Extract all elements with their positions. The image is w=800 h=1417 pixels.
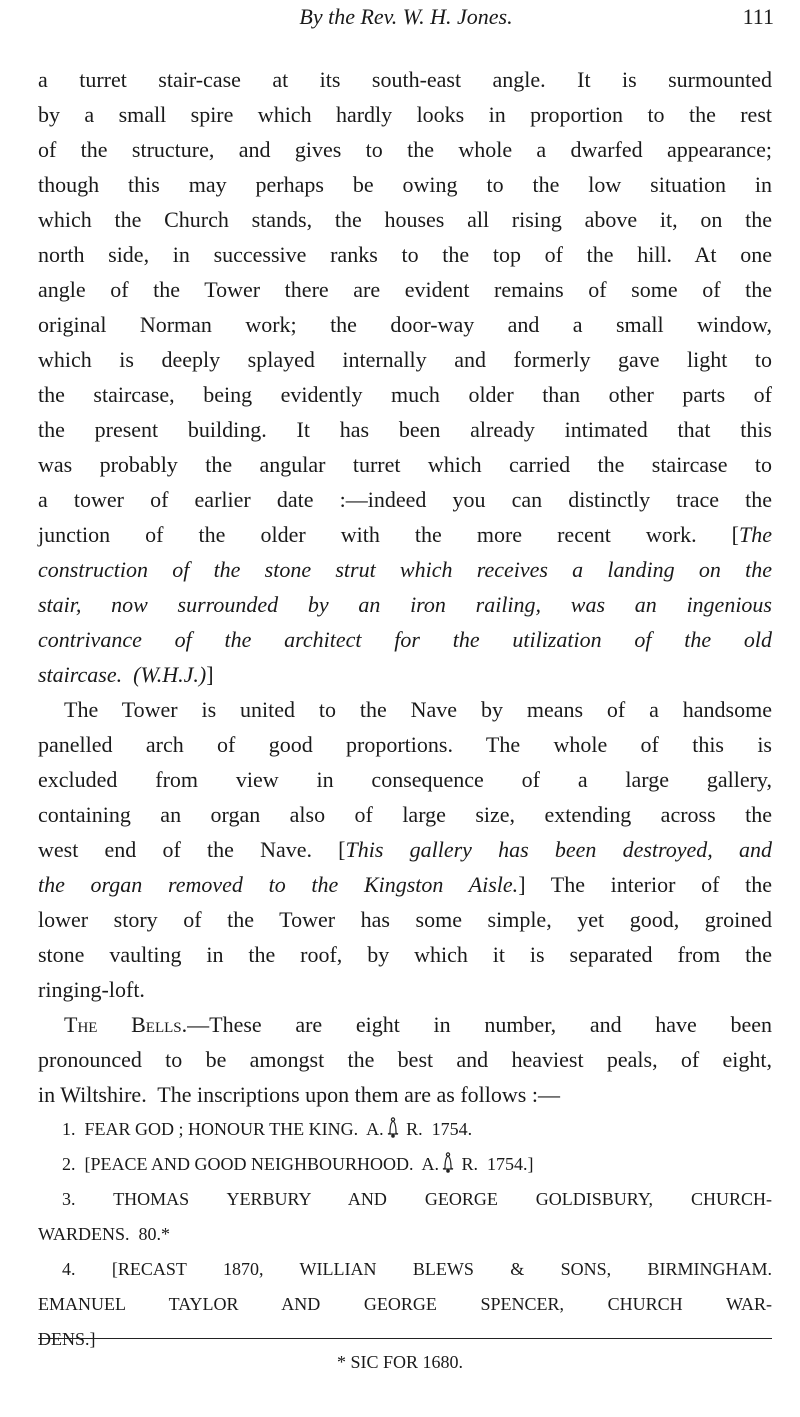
- text-segment: stone vaulting in the roof, by which it is separated from the: [38, 942, 772, 967]
- text-segment: which the Church stands, the houses all rising above it, on the: [38, 207, 772, 232]
- text-line: [38, 657, 772, 692]
- text-line: [38, 552, 772, 587]
- text-segment: —These are eight in number, and have been: [187, 1012, 773, 1037]
- page-number: 111: [742, 4, 774, 29]
- text-segment: angle of the Tower there are evident remains of some of the: [38, 277, 772, 302]
- text-segment: the present building. It has been already intimated that this: [38, 417, 772, 442]
- text-line: [38, 832, 772, 867]
- text-segment: stair, now surrounded by an iron railing, was an ingenious: [38, 592, 772, 617]
- text-line: [38, 902, 772, 937]
- running-title: By the Rev. W. H. Jones.: [299, 4, 513, 29]
- text-segment: panelled arch of good proportions. The whole of this is: [38, 732, 772, 757]
- text-line: [38, 1042, 772, 1077]
- bell-inscriptions-list: [38, 1112, 772, 1357]
- text-segment: of the structure, and gives to the whole a dwarfed appearance;: [38, 137, 772, 162]
- text-line: [38, 727, 772, 762]
- text-segment: was probably the angular turret which carried the staircase to: [38, 452, 772, 477]
- text-segment: The Tower is united to the Nave by means of a handsome: [64, 697, 772, 722]
- body-text: [38, 62, 772, 1357]
- text-line: [38, 342, 772, 377]
- text-segment: 3. THOMAS YERBURY AND GEORGE GOLDISBURY, CHURCH-: [62, 1189, 772, 1209]
- bell-icon: [441, 1151, 455, 1173]
- text-segment: R. 1754.: [406, 1119, 473, 1139]
- text-segment: ]: [206, 662, 214, 687]
- text-segment: junction of the older with the more recent work. [: [38, 522, 739, 547]
- list-line: [38, 1182, 772, 1217]
- text-segment: staircase. (W.H.J.): [38, 662, 207, 687]
- text-segment: west end of the Nave. [: [38, 837, 346, 862]
- footnote-rule: [38, 1338, 772, 1339]
- text-line: [38, 307, 772, 342]
- text-line: [38, 937, 772, 972]
- text-line: [38, 1007, 772, 1042]
- text-segment: which is deeply splayed internally and formerly gave light to: [38, 347, 772, 372]
- text-line: [38, 272, 772, 307]
- text-segment: a tower of earlier date :—indeed you can distinctly trace the: [38, 487, 772, 512]
- text-segment: containing an organ also of large size, extending across the: [38, 802, 772, 827]
- text-line: [38, 1077, 772, 1112]
- text-segment: north side, in successive ranks to the top of the hill. At one: [38, 242, 772, 267]
- text-segment: though this may perhaps be owing to the low situation in: [38, 172, 772, 197]
- text-segment: R. 1754.]: [461, 1154, 534, 1174]
- footnote: * SIC FOR 1680.: [336, 1352, 464, 1372]
- list-line: [38, 1147, 772, 1182]
- text-segment: the organ removed to the Kingston Aisle.: [38, 872, 519, 897]
- bell-icon: [386, 1116, 400, 1138]
- text-line: [38, 167, 772, 202]
- text-segment: excluded from view in consequence of a large gallery,: [38, 767, 772, 792]
- text-segment: original Norman work; the door-way and a small window,: [38, 312, 772, 337]
- text-line: [38, 622, 772, 657]
- text-line: [38, 237, 772, 272]
- list-line: [38, 1287, 772, 1322]
- text-segment: The Bells.: [64, 1012, 188, 1037]
- list-line: [38, 1217, 772, 1252]
- text-line: [38, 132, 772, 167]
- text-segment: ringing-loft.: [38, 977, 145, 1002]
- text-line: [38, 867, 772, 902]
- text-line: [38, 97, 772, 132]
- text-segment: DENS.]: [38, 1329, 96, 1349]
- text-segment: contrivance of the architect for the utilization of the old: [38, 627, 772, 652]
- list-line: [38, 1112, 772, 1147]
- text-line: [38, 587, 772, 622]
- paragraphs: [38, 62, 772, 1112]
- text-segment: 1. FEAR GOD ; HONOUR THE KING. A.: [62, 1119, 384, 1139]
- text-line: [38, 447, 772, 482]
- text-segment: pronounced to be amongst the best and heaviest peals, of eight,: [38, 1047, 772, 1072]
- text-segment: 2. [PEACE AND GOOD NEIGHBOURHOOD. A.: [62, 1154, 439, 1174]
- text-line: [38, 202, 772, 237]
- text-line: [38, 797, 772, 832]
- text-segment: 4. [RECAST 1870, WILLIAN BLEWS & SONS, BIRMINGHAM.: [62, 1259, 772, 1279]
- text-segment: WARDENS. 80.*: [38, 1224, 171, 1244]
- text-segment: construction of the stone strut which receives a landing on the: [38, 557, 772, 582]
- running-header: [38, 4, 774, 38]
- text-segment: in Wiltshire. The inscriptions upon them are as follows :—: [38, 1082, 560, 1107]
- text-line: [38, 692, 772, 727]
- text-segment: the staircase, being evidently much older than other parts of: [38, 382, 772, 407]
- text-segment: by a small spire which hardly looks in proportion to the rest: [38, 102, 772, 127]
- text-line: [38, 412, 772, 447]
- text-segment: EMANUEL TAYLOR AND GEORGE SPENCER, CHURCH WAR-: [38, 1294, 772, 1314]
- text-line: [38, 517, 772, 552]
- text-segment: The: [739, 522, 772, 547]
- text-line: [38, 62, 772, 97]
- text-line: [38, 762, 772, 797]
- text-line: [38, 972, 772, 1007]
- list-line: [38, 1252, 772, 1287]
- text-segment: This gallery has been destroyed, and: [345, 837, 772, 862]
- text-segment: a turret stair-case at its south-east angle. It is surmounted: [38, 67, 772, 92]
- text-segment: lower story of the Tower has some simple, yet good, groined: [38, 907, 772, 932]
- text-segment: ] The interior of the: [518, 872, 773, 897]
- text-line: [38, 482, 772, 517]
- text-line: [38, 377, 772, 412]
